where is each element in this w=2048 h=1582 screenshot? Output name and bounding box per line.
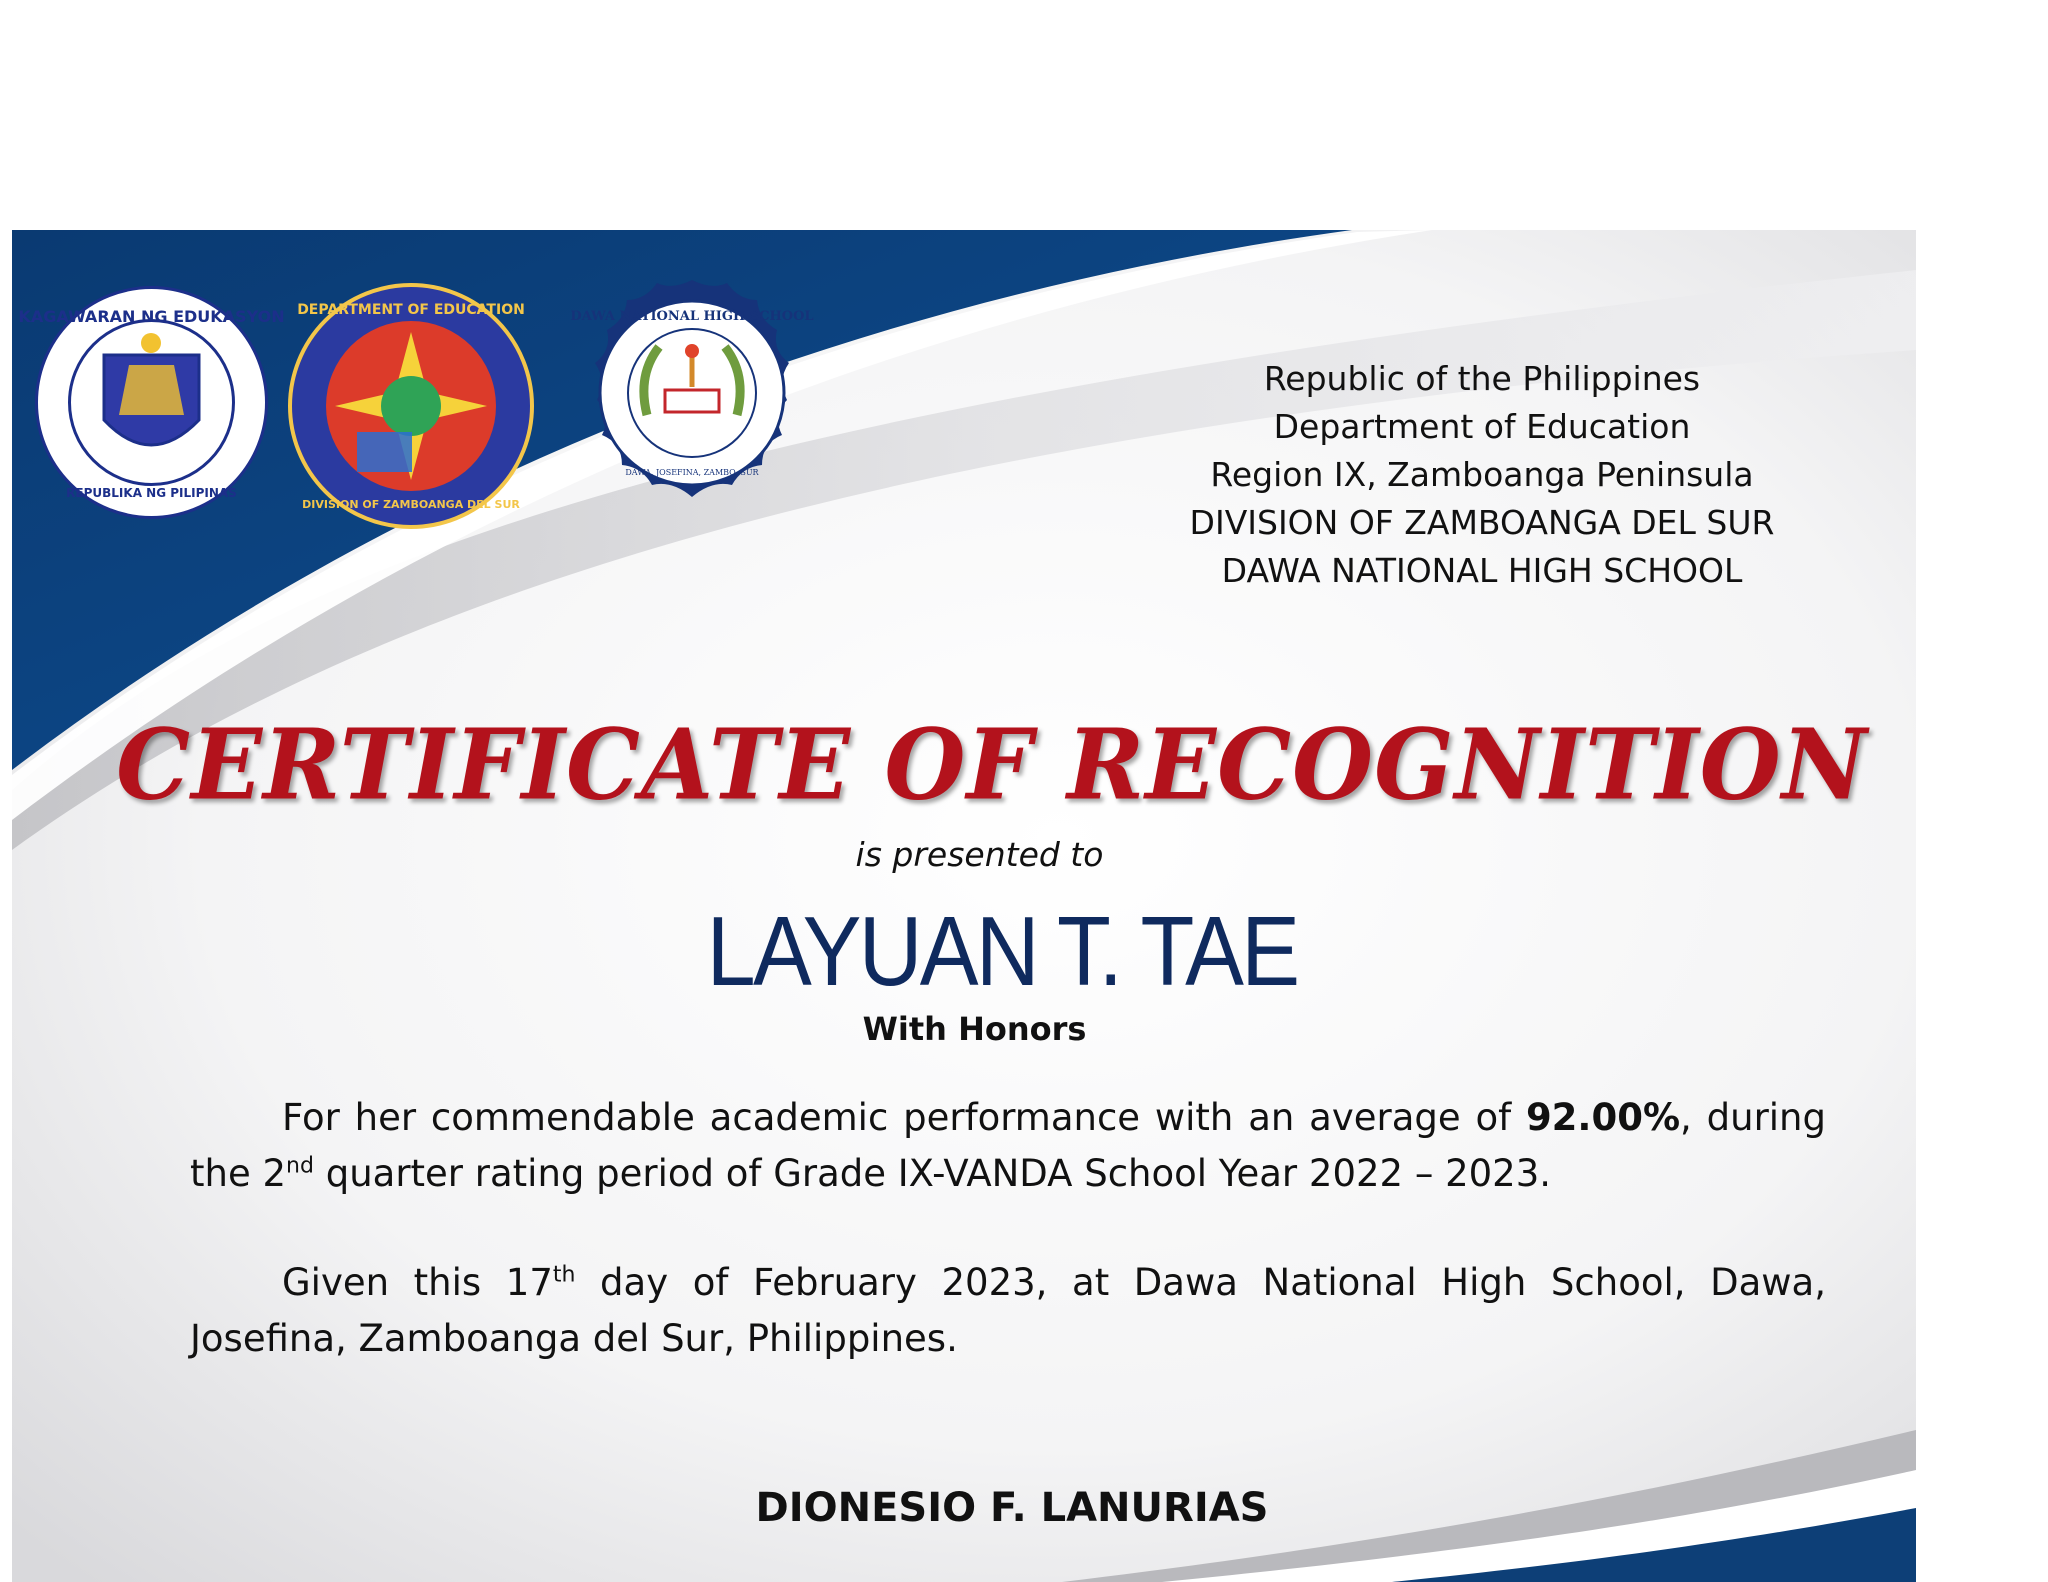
body-paragraph-given [190,1255,1826,1367]
p2-text-b: day of February 2023, at Dawa National High School, Dawa, Josefina, Zamboanga del Sur, Philippines. [190,1261,1826,1360]
p1-text-b: , during the 2 [190,1096,1826,1195]
average-value: 92.00% [1525,1096,1681,1139]
header-republic: Republic of the Philippines [1263,359,1701,398]
header-school: DAWA NATIONAL HIGH SCHOOL [1221,551,1743,590]
division-seal-ring-text: DEPARTMENT OF EDUCATION [297,302,525,318]
p1-text-c: quarter rating period of Grade IX-VANDA School Year 2022 – 2023. [313,1152,1552,1195]
p1-superscript: nd [286,1153,314,1179]
certificate-title: CERTIFICATE OF RECOGNITION [116,707,1868,822]
p1-text-a: For her commendable academic performance with an average of [282,1096,1526,1139]
header-region: Region IX, Zamboanga Peninsula [1210,455,1754,494]
p2-text-a: Given this 17 [282,1261,553,1304]
header-division: DIVISION OF ZAMBOANGA DEL SUR [1189,503,1775,542]
school-seal-ring-text: DAWA NATIONAL HIGH SCHOOL [570,309,814,324]
recipient-name: LAYUAN T. TAE [706,896,1298,1006]
certificate-card [12,230,1916,1582]
header-department: Department of Education [1273,407,1691,446]
school-seal-ring-text-bottom: DAWA, JOSEFINA, ZAMBO. SUR [625,468,759,477]
division-seal-ring-text-bottom: DIVISION OF ZAMBOANGA DEL SUR [302,498,520,511]
division-seal-logo [287,282,535,530]
presented-to-text: is presented to [855,835,1104,874]
signatory-name: DIONESIO F. LANURIAS [755,1485,1269,1531]
school-seal-logo [567,275,817,525]
deped-seal-ring-text: KAGAWARAN NG EDUKASYON [18,307,285,326]
honor-label: With Honors [862,1010,1087,1048]
deped-seal-ring-text-bottom: REPUBLIKA NG PILIPINAS [66,486,237,500]
p2-superscript: th [552,1262,576,1288]
deped-seal-logo [18,285,285,520]
body-paragraph-performance [190,1090,1826,1202]
